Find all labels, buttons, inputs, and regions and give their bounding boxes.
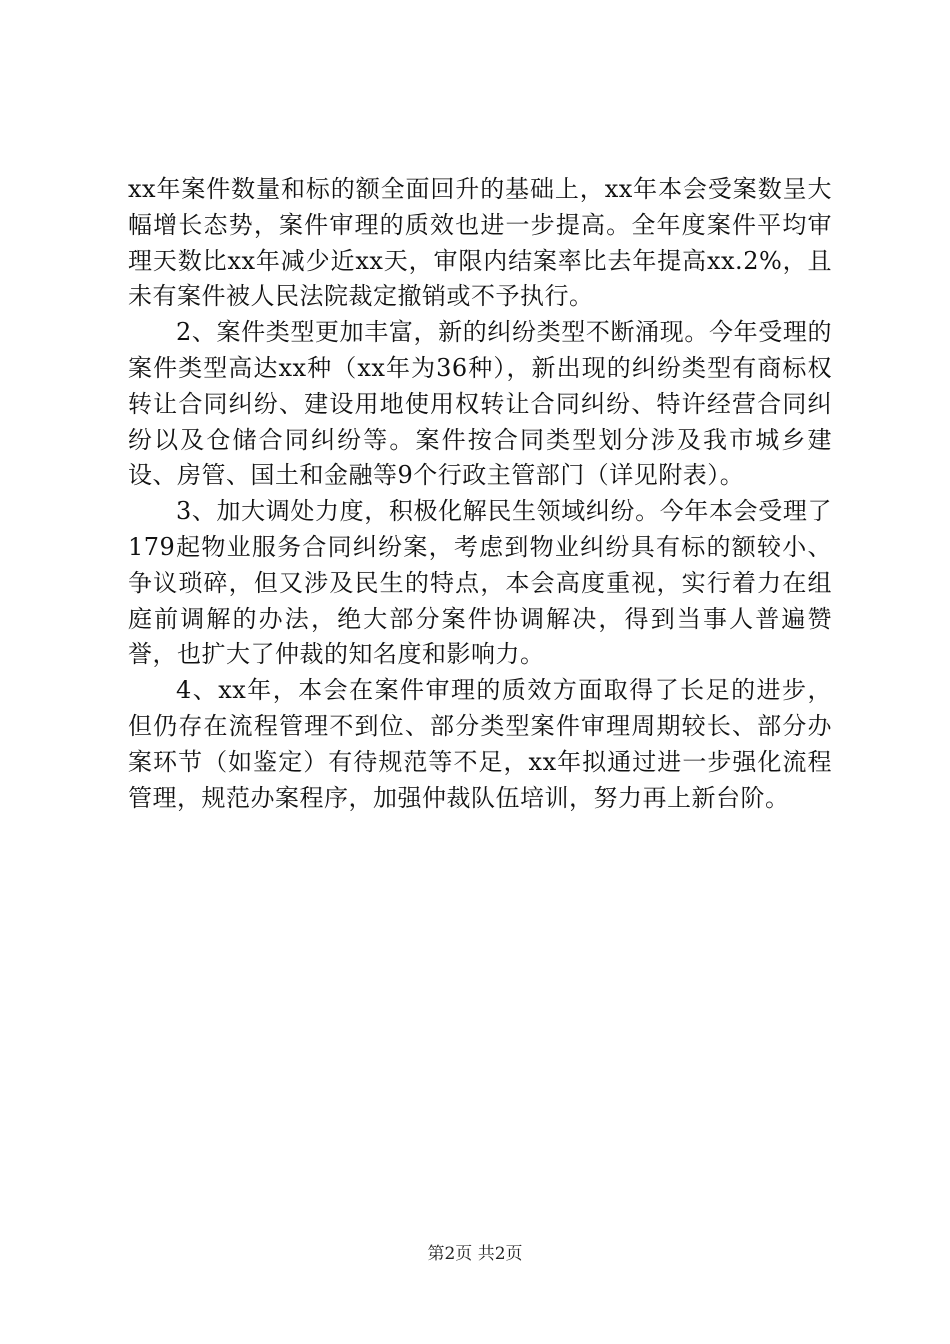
paragraph-3: 3、加大调处力度，积极化解民生领域纠纷。今年本会受理了179起物业服务合同纠纷案，考虑到物业纠纷具有标的额较小、争议琐碎，但又涉及民生的特点，本会高度重视，实行着力在组庭前调解的办法，绝大部分案件协调解决，得到当事人普遍赞誉，也扩大了仲裁的知名度和影响力。: [128, 497, 832, 669]
document-body: [128, 172, 832, 816]
page-footer: [0, 1242, 950, 1266]
paragraph-4: 4、xx年，本会在案件审理的质效方面取得了长足的进步，但仍存在流程管理不到位、部分类型案件审理周期较长、部分办案环节（如鉴定）有待规范等不足，xx年拟通过进一步强化流程管理，规范办案程序，加强仲裁队伍培训，努力再上新台阶。: [128, 676, 832, 812]
paragraph-1: xx年案件数量和标的额全面回升的基础上，xx年本会受案数呈大幅增长态势，案件审理的质效也进一步提高。全年度案件平均审理天数比xx年减少近xx天，审限内结案率比去年提高xx.2%，且未有案件被人民法院裁定撤销或不予执行。: [128, 175, 832, 311]
page-number-label: 第2页 共2页: [427, 1244, 523, 1264]
paragraph-2: 2、案件类型更加丰富，新的纠纷类型不断涌现。今年受理的案件类型高达xx种（xx年为36种），新出现的纠纷类型有商标权转让合同纠纷、建设用地使用权转让合同纠纷、特许经营合同纠纷以及仓储合同纠纷等。案件按合同类型划分涉及我市城乡建设、房管、国土和金融等9个行政主管部门（详见附表）。: [128, 318, 832, 490]
